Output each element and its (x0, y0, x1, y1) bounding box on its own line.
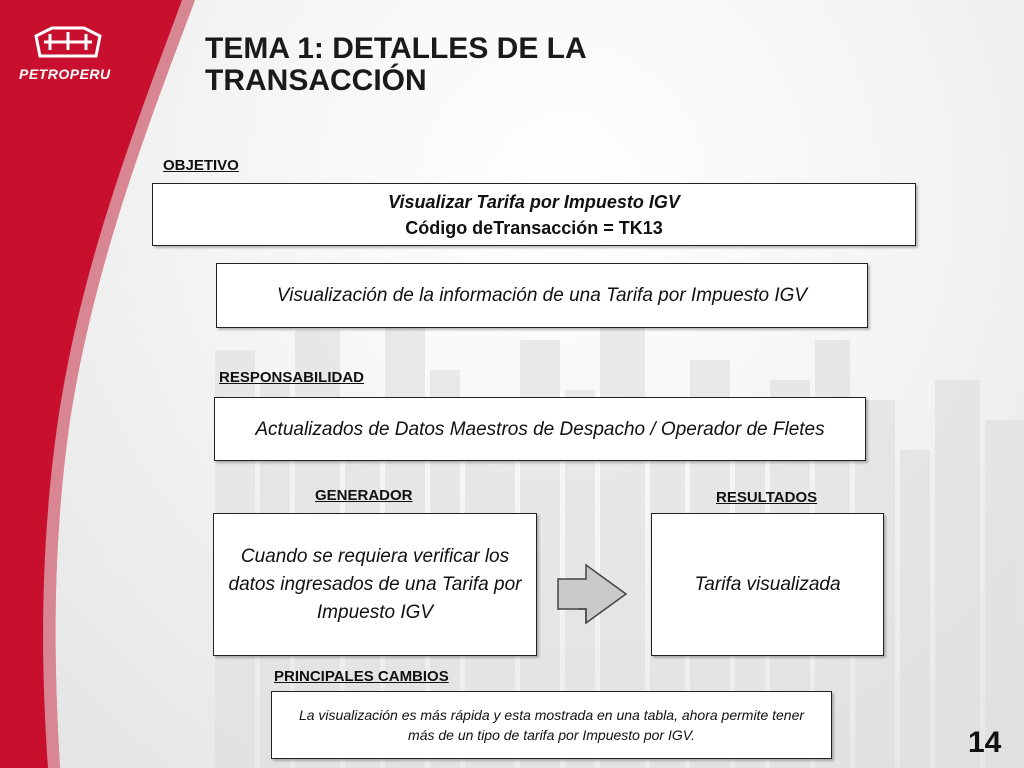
principales-cambios-box (271, 691, 832, 759)
descripcion-box (216, 263, 868, 328)
red-side-band (0, 0, 200, 768)
logo-text: PETROPERU (19, 66, 111, 82)
objetivo-line-2: Código deTransacción = TK13 (405, 217, 663, 238)
principales-cambios-text: La visualización es más rápida y esta mostrada en una tabla, ahora permite tener más de un tipo de tarifa por Impuesto por IGV. (298, 707, 805, 743)
responsabilidad-label: RESPONSABILIDAD (219, 369, 365, 386)
resultados-box (651, 513, 884, 656)
right-arrow-icon (556, 563, 628, 625)
resultados-text: Tarifa visualizada (694, 573, 841, 595)
principales-cambios-label: PRINCIPALES CAMBIOS (274, 668, 449, 685)
responsabilidad-text: Actualizados de Datos Maestros de Despacho / Operador de Fletes (255, 418, 825, 440)
page-number: 14 (968, 726, 1002, 759)
generador-label: GENERADOR (315, 487, 413, 504)
objetivo-box (152, 183, 916, 246)
objetivo-line-1: Visualizar Tarifa por Impuesto IGV (388, 191, 680, 212)
page-title: TEMA 1: DETALLES DE LA TRANSACCIÓN (205, 32, 586, 97)
generador-box (213, 513, 537, 656)
objetivo-label: OBJETIVO (163, 157, 239, 174)
generador-text: Cuando se requiera verificar los datos ingresados de una Tarifa por Impuesto IGV (228, 545, 522, 623)
descripcion-text: Visualización de la información de una Tarifa por Impuesto IGV (276, 285, 808, 306)
resultados-label: RESULTADOS (716, 489, 818, 506)
responsabilidad-box (214, 397, 866, 461)
